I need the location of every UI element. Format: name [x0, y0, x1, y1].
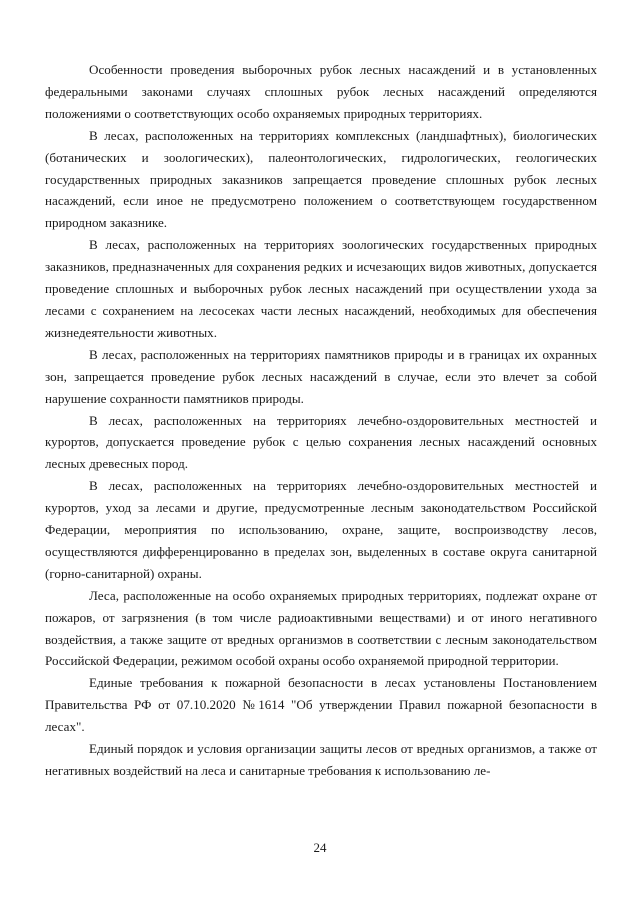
- paragraph: В лесах, расположенных на территориях лечебно-оздоровительных местностей и курортов, допускается проведение рубок с целью сохранения лесных насаждений основных лесных древесных пород.: [45, 412, 597, 472]
- paragraph: В лесах, расположенных на территориях лечебно-оздоровительных местностей и курортов, уход за лесами и другие, предусмотренные лесным законодательством Российской Федерации, мероприятия по использованию, охране, защите, воспроизводству лесов, осуществляются дифференцированно в пределах зон, выделенных в составе округа санитарной (горно-санитарной) охраны.: [45, 478, 597, 581]
- page-number: 24: [313, 840, 327, 855]
- paragraph: В лесах, расположенных на территориях зоологических государственных природных заказников, предназначенных для сохранения редких и исчезающих видов животных, допускается проведение сплошных и выборочных рубок лесных насаждений при осуществлении ухода за лесами с сохранением на лесосеках части лесных насаждений, необходимых для обеспечения жизнедеятельности животных.: [45, 237, 597, 340]
- paragraph: Леса, расположенные на особо охраняемых природных территориях, подлежат охране от пожаров, от загрязнения (в том числе радиоактивными веществами) и от иного негативного воздействия, а также защите от вредных организмов в соответствии с лесным законодательством Российской Федерации, режимом особой охраны особо охраняемой природной территории.: [45, 587, 597, 669]
- paragraph: Особенности проведения выборочных рубок лесных насаждений и в установленных федеральными законами случаях сплошных рубок лесных насаждений определяются положениями о соответствующих особо охраняемых природных территориях.: [45, 62, 597, 121]
- body-text: [45, 59, 597, 782]
- paragraph: В лесах, расположенных на территориях комплексных (ландшафтных), биологических (ботанических и зоологических), палеонтологических, гидрологических, геологических государственных природных заказников запрещается проведение сплошных рубок лесных насаждений, если иное не предусмотрено положением о соответствующем государственном природном заказнике.: [45, 127, 597, 231]
- paragraph: Единые требования к пожарной безопасности в лесах установлены Постановлением Правительства РФ от 07.10.2020 №1614 "Об утверждении Правил пожарной безопасности в лесах".: [45, 675, 597, 735]
- paragraph: В лесах, расположенных на территориях памятников природы и в границах их охранных зон, запрещается проведение рубок лесных насаждений в случае, если это влечет за собой нарушение сохранности памятников природы.: [45, 346, 597, 406]
- paragraph: Единый порядок и условия организации защиты лесов от вредных организмов, а также от негативных воздействий на леса и санитарные требования к использованию ле-: [45, 741, 597, 778]
